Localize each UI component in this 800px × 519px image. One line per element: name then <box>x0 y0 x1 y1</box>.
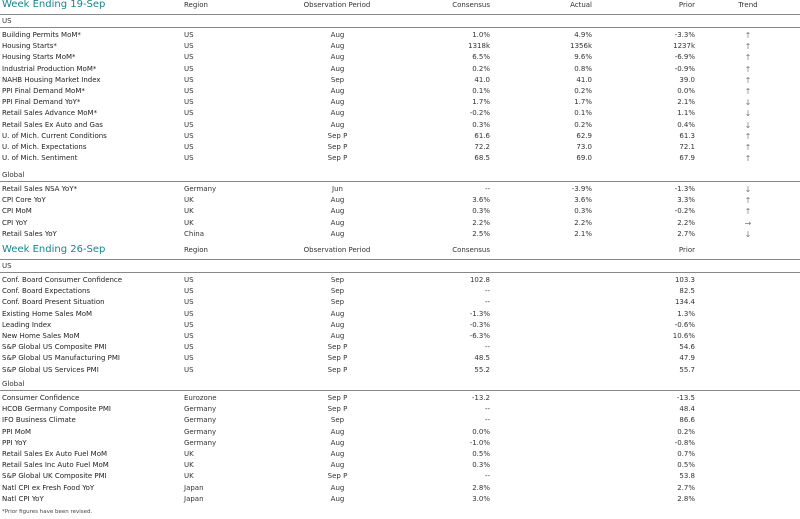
column-header-consensus: Consensus <box>452 246 490 254</box>
table-row <box>0 342 800 353</box>
consensus-cell: -1.3% <box>469 309 490 318</box>
region-cell: US <box>184 276 194 284</box>
indicator-name: PPI Final Demand MoM* <box>2 86 85 95</box>
prior-cell: -0.9% <box>674 64 695 73</box>
prior-cell: 54.6 <box>679 343 695 352</box>
consensus-cell: 0.3% <box>472 120 490 129</box>
column-header-actual: Actual <box>570 1 592 9</box>
period-cell: Aug <box>330 320 345 329</box>
group-label: Global <box>2 171 25 179</box>
indicator-name: HCOB Germany Composite PMI <box>2 405 111 414</box>
prior-cell: -0.6% <box>674 320 695 329</box>
table-row <box>0 108 800 119</box>
period-cell: Sep <box>330 287 345 296</box>
indicator-name: U. of Mich. Expectations <box>2 142 87 151</box>
region-cell: US <box>184 365 194 374</box>
region-cell: China <box>184 229 204 238</box>
actual-cell: 0.8% <box>574 64 592 73</box>
consensus-cell: 55.2 <box>474 365 490 374</box>
prior-cell: 2.8% <box>677 494 695 503</box>
consensus-cell: 0.3% <box>472 461 490 470</box>
indicator-name: Retail Sales Inc Auto Fuel MoM <box>2 461 109 470</box>
actual-cell: 41.0 <box>576 75 592 84</box>
table-row <box>0 218 800 229</box>
period-cell: Sep P <box>327 142 348 151</box>
table-row <box>0 275 800 286</box>
indicator-name: Industrial Production MoM* <box>2 64 97 73</box>
consensus-cell: 0.0% <box>472 427 490 436</box>
region-cell: US <box>184 31 194 39</box>
region-cell: Japan <box>184 483 204 492</box>
table-row <box>0 320 800 331</box>
consensus-cell: -- <box>484 472 490 481</box>
indicator-name: CPI Core YoY <box>2 196 46 205</box>
period-cell: Sep P <box>327 405 348 414</box>
table-row <box>0 64 800 75</box>
table-row <box>0 297 800 308</box>
region-cell: Germany <box>184 185 217 193</box>
trend-up-arrow-icon: ↑ <box>744 131 752 141</box>
period-cell: Aug <box>330 309 345 318</box>
indicator-name: CPI MoM <box>2 207 32 216</box>
period-cell: Aug <box>330 31 345 39</box>
region-cell: US <box>184 64 194 73</box>
indicator-name: PPI Final Demand YoY* <box>2 98 81 107</box>
table-row <box>0 131 800 142</box>
prior-cell: 67.9 <box>679 154 695 163</box>
consensus-cell: 1.7% <box>472 98 490 107</box>
actual-cell: 73.0 <box>576 142 592 151</box>
prior-cell: -3.3% <box>674 31 695 39</box>
table-row <box>0 30 800 41</box>
region-cell: Germany <box>184 405 217 414</box>
period-cell: Sep P <box>327 394 348 402</box>
table-row <box>0 438 800 449</box>
footnote: *Prior figures have been revised. <box>2 509 93 515</box>
period-cell: Sep P <box>327 343 348 352</box>
trend-up-arrow-icon: ↑ <box>744 154 752 164</box>
period-cell: Aug <box>330 86 345 95</box>
region-cell: US <box>184 354 194 363</box>
indicator-name: S&P Global US Services PMI <box>2 365 99 374</box>
group-rows <box>0 391 800 505</box>
prior-cell: 2.7% <box>677 483 695 492</box>
table-row <box>0 86 800 97</box>
prior-cell: 0.4% <box>677 120 695 129</box>
prior-cell: 2.7% <box>677 229 695 238</box>
prior-cell: 55.7 <box>679 365 695 374</box>
trend-up-arrow-icon: ↑ <box>744 207 752 217</box>
region-cell: Germany <box>184 438 217 447</box>
consensus-cell: 2.5% <box>472 229 490 238</box>
region-cell: US <box>184 298 194 307</box>
consensus-cell: 48.5 <box>474 354 490 363</box>
table-row <box>0 415 800 426</box>
prior-cell: 134.4 <box>674 298 695 307</box>
indicator-name: S&P Global UK Composite PMI <box>2 472 107 481</box>
indicator-name: Conf. Board Expectations <box>2 287 91 296</box>
indicator-name: IFO Business Climate <box>2 416 76 425</box>
group-label-row <box>0 169 800 182</box>
actual-cell: 0.2% <box>574 120 592 129</box>
prior-cell: 82.5 <box>679 287 695 296</box>
table-row <box>0 97 800 108</box>
actual-cell: 4.9% <box>574 31 592 39</box>
consensus-cell: 3.6% <box>472 196 490 205</box>
period-cell: Sep <box>330 298 345 307</box>
prior-cell: 86.6 <box>679 416 695 425</box>
period-cell: Sep <box>330 416 345 425</box>
prior-cell: 2.2% <box>677 218 695 227</box>
region-cell: US <box>184 109 194 118</box>
table-row <box>0 365 800 376</box>
prior-cell: 47.9 <box>679 354 695 363</box>
trend-down-arrow-icon: ↓ <box>744 120 752 130</box>
table-row <box>0 41 800 52</box>
period-cell: Aug <box>330 449 345 458</box>
table-row <box>0 153 800 164</box>
consensus-cell: 41.0 <box>474 75 490 84</box>
table-row <box>0 142 800 153</box>
actual-cell: 0.1% <box>574 109 592 118</box>
trend-down-arrow-icon: ↓ <box>744 98 752 108</box>
column-header-prior: Prior <box>678 246 695 254</box>
actual-cell: 0.3% <box>574 207 592 216</box>
region-cell: US <box>184 86 194 95</box>
consensus-cell: -- <box>484 298 490 307</box>
indicator-name: Existing Home Sales MoM <box>2 309 93 318</box>
period-cell: Sep P <box>327 472 348 481</box>
consensus-cell: -- <box>484 185 490 193</box>
prior-cell: 39.0 <box>679 75 695 84</box>
period-cell: Sep P <box>327 365 348 374</box>
region-cell: Eurozone <box>184 394 217 402</box>
prior-cell: 72.1 <box>679 142 695 151</box>
consensus-cell: 3.0% <box>472 494 490 503</box>
indicator-name: PPI YoY <box>2 438 27 447</box>
prior-cell: 53.8 <box>679 472 695 481</box>
prior-cell: 0.7% <box>677 449 695 458</box>
period-cell: Aug <box>330 42 345 51</box>
prior-cell: 1.3% <box>677 309 695 318</box>
indicator-name: PPI MoM <box>2 427 32 436</box>
group-label-row <box>0 260 800 273</box>
prior-cell: 10.6% <box>672 331 695 340</box>
consensus-cell: -1.0% <box>469 438 490 447</box>
actual-cell: 62.9 <box>576 131 592 140</box>
region-cell: US <box>184 120 194 129</box>
period-cell: Aug <box>330 218 345 227</box>
consensus-cell: 6.5% <box>472 53 490 62</box>
actual-cell: 2.2% <box>574 218 592 227</box>
trend-up-arrow-icon: ↑ <box>744 53 752 63</box>
consensus-cell: 0.3% <box>472 207 490 216</box>
consensus-cell: 68.5 <box>474 154 490 163</box>
consensus-cell: 0.1% <box>472 86 490 95</box>
prior-cell: 48.4 <box>679 405 695 414</box>
period-cell: Jun <box>332 185 343 193</box>
table-row <box>0 229 800 240</box>
indicator-name: Retail Sales Ex Auto and Gas <box>2 120 103 129</box>
indicator-name: U. of Mich. Sentiment <box>2 154 78 163</box>
prior-cell: 1.1% <box>677 109 695 118</box>
group-label-row <box>0 378 800 391</box>
prior-cell: 61.3 <box>679 131 695 140</box>
consensus-cell: 61.6 <box>474 131 490 140</box>
region-cell: UK <box>184 207 194 216</box>
table-row <box>0 393 800 404</box>
table-header <box>0 245 800 260</box>
region-cell: US <box>184 320 194 329</box>
prior-cell: 3.3% <box>677 196 695 205</box>
region-cell: US <box>184 331 194 340</box>
week-1-global-section <box>0 167 800 240</box>
group-label-row <box>0 15 800 28</box>
indicator-name: Natl CPI ex Fresh Food YoY <box>2 483 95 492</box>
column-header-trend: Trend <box>738 1 758 9</box>
trend-down-arrow-icon: ↓ <box>744 109 752 119</box>
indicator-name: Housing Starts* <box>2 42 57 51</box>
period-cell: Aug <box>330 427 345 436</box>
actual-cell: 3.6% <box>574 196 592 205</box>
region-cell: US <box>184 154 194 163</box>
actual-cell: 0.2% <box>574 86 592 95</box>
consensus-cell: -13.2 <box>471 394 490 402</box>
period-cell: Aug <box>330 331 345 340</box>
indicator-name: Retail Sales NSA YoY* <box>2 185 78 193</box>
table-row <box>0 427 800 438</box>
prior-cell: -6.9% <box>674 53 695 62</box>
consensus-cell: -0.2% <box>469 109 490 118</box>
region-cell: US <box>184 343 194 352</box>
region-cell: UK <box>184 461 194 470</box>
region-cell: US <box>184 42 194 51</box>
period-cell: Aug <box>330 98 345 107</box>
consensus-cell: -6.3% <box>469 331 490 340</box>
column-header-period: Observation Period <box>303 1 371 9</box>
consensus-cell: 72.2 <box>474 142 490 151</box>
week-2-global-section <box>0 376 800 505</box>
consensus-cell: 2.8% <box>472 483 490 492</box>
consensus-cell: -0.3% <box>469 320 490 329</box>
column-header-period: Observation Period <box>303 246 371 254</box>
table-row <box>0 184 800 195</box>
consensus-cell: 0.5% <box>472 449 490 458</box>
region-cell: Germany <box>184 427 217 436</box>
trend-up-arrow-icon: ↑ <box>744 64 752 74</box>
period-cell: Aug <box>330 109 345 118</box>
prior-cell: -1.3% <box>674 185 695 193</box>
group-label: US <box>2 17 12 25</box>
table-row <box>0 331 800 342</box>
group-rows <box>0 182 800 240</box>
consensus-cell: -- <box>484 287 490 296</box>
trend-flat-arrow-icon: → <box>744 218 752 228</box>
region-cell: US <box>184 131 194 140</box>
table-row <box>0 195 800 206</box>
group-label: Global <box>2 380 25 388</box>
group-rows <box>0 28 800 164</box>
consensus-cell: 0.2% <box>472 64 490 73</box>
indicator-name: NAHB Housing Market Index <box>2 75 101 84</box>
consensus-cell: 102.8 <box>469 276 490 284</box>
actual-cell: -3.9% <box>571 185 592 193</box>
region-cell: Germany <box>184 416 217 425</box>
table-row <box>0 460 800 471</box>
indicator-name: New Home Sales MoM <box>2 331 80 340</box>
period-cell: Aug <box>330 207 345 216</box>
period-cell: Sep <box>330 75 345 84</box>
consensus-cell: -- <box>484 343 490 352</box>
region-cell: US <box>184 309 194 318</box>
prior-cell: 103.3 <box>674 276 695 284</box>
table-row <box>0 483 800 494</box>
week-title: Week Ending 26-Sep <box>2 244 106 255</box>
region-cell: UK <box>184 449 194 458</box>
trend-down-arrow-icon: ↓ <box>744 229 752 239</box>
region-cell: US <box>184 75 194 84</box>
trend-up-arrow-icon: ↑ <box>744 75 752 85</box>
column-header-consensus: Consensus <box>452 1 490 9</box>
period-cell: Sep P <box>327 154 348 163</box>
prior-cell: -0.8% <box>674 438 695 447</box>
period-cell: Aug <box>330 229 345 238</box>
table-header <box>0 0 800 15</box>
prior-cell: -0.2% <box>674 207 695 216</box>
table-row <box>0 353 800 364</box>
prior-cell: 0.0% <box>677 86 695 95</box>
indicator-name: Conf. Board Consumer Confidence <box>2 276 123 284</box>
period-cell: Aug <box>330 461 345 470</box>
prior-cell: 0.5% <box>677 461 695 470</box>
trend-up-arrow-icon: ↑ <box>744 196 752 206</box>
column-header-prior: Prior <box>678 1 695 9</box>
trend-up-arrow-icon: ↑ <box>744 86 752 96</box>
indicator-name: Retail Sales Ex Auto Fuel MoM <box>2 449 108 458</box>
consensus-cell: 2.2% <box>472 218 490 227</box>
group-label: US <box>2 262 12 270</box>
consensus-cell: -- <box>484 405 490 414</box>
region-cell: US <box>184 287 194 296</box>
table-row <box>0 471 800 482</box>
week-title: Week Ending 19-Sep <box>2 0 106 10</box>
trend-up-arrow-icon: ↑ <box>744 31 752 40</box>
week-2-us-section <box>0 245 800 376</box>
indicator-name: U. of Mich. Current Conditions <box>2 131 107 140</box>
trend-down-arrow-icon: ↓ <box>744 185 752 194</box>
indicator-name: S&P Global US Composite PMI <box>2 343 107 352</box>
period-cell: Sep P <box>327 354 348 363</box>
indicator-name: Natl CPI YoY <box>2 494 44 503</box>
region-cell: UK <box>184 472 194 481</box>
period-cell: Aug <box>330 53 345 62</box>
indicator-name: Conf. Board Present Situation <box>2 298 105 307</box>
actual-cell: 2.1% <box>574 229 592 238</box>
consensus-cell: 1318k <box>468 42 490 51</box>
trend-up-arrow-icon: ↑ <box>744 42 752 52</box>
indicator-name: Building Permits MoM* <box>2 31 81 39</box>
table-row <box>0 75 800 86</box>
period-cell: Aug <box>330 483 345 492</box>
column-header-region: Region <box>184 1 208 9</box>
indicator-name: Retail Sales YoY <box>2 229 57 238</box>
period-cell: Aug <box>330 120 345 129</box>
period-cell: Sep P <box>327 131 348 140</box>
region-cell: UK <box>184 218 194 227</box>
period-cell: Aug <box>330 494 345 503</box>
period-cell: Aug <box>330 64 345 73</box>
prior-cell: 2.1% <box>677 98 695 107</box>
region-cell: Japan <box>184 494 204 503</box>
actual-cell: 1.7% <box>574 98 592 107</box>
consensus-cell: 1.0% <box>472 31 490 39</box>
table-row <box>0 309 800 320</box>
indicator-name: Housing Starts MoM* <box>2 53 76 62</box>
week-1-us-section <box>0 0 800 164</box>
table-row <box>0 286 800 297</box>
actual-cell: 69.0 <box>576 154 592 163</box>
period-cell: Sep <box>330 276 345 284</box>
indicator-name: CPI YoY <box>2 218 28 227</box>
region-cell: US <box>184 98 194 107</box>
prior-cell: -13.5 <box>676 394 695 402</box>
indicator-name: Retail Sales Advance MoM* <box>2 109 98 118</box>
trend-up-arrow-icon: ↑ <box>744 142 752 152</box>
group-rows <box>0 273 800 376</box>
indicator-name: Consumer Confidence <box>2 394 80 402</box>
table-row <box>0 120 800 131</box>
region-cell: US <box>184 53 194 62</box>
prior-cell: 0.2% <box>677 427 695 436</box>
indicator-name: S&P Global US Manufacturing PMI <box>2 354 120 363</box>
actual-cell: 9.6% <box>574 53 592 62</box>
table-row <box>0 52 800 63</box>
period-cell: Aug <box>330 438 345 447</box>
table-row <box>0 206 800 217</box>
region-cell: UK <box>184 196 194 205</box>
consensus-cell: -- <box>484 416 490 425</box>
indicator-name: Leading Index <box>2 320 52 329</box>
period-cell: Aug <box>330 196 345 205</box>
table-row <box>0 449 800 460</box>
prior-cell: 1237k <box>673 42 695 51</box>
table-row <box>0 494 800 505</box>
column-header-region: Region <box>184 246 208 254</box>
actual-cell: 1356k <box>570 42 592 51</box>
region-cell: US <box>184 142 194 151</box>
table-row <box>0 404 800 415</box>
